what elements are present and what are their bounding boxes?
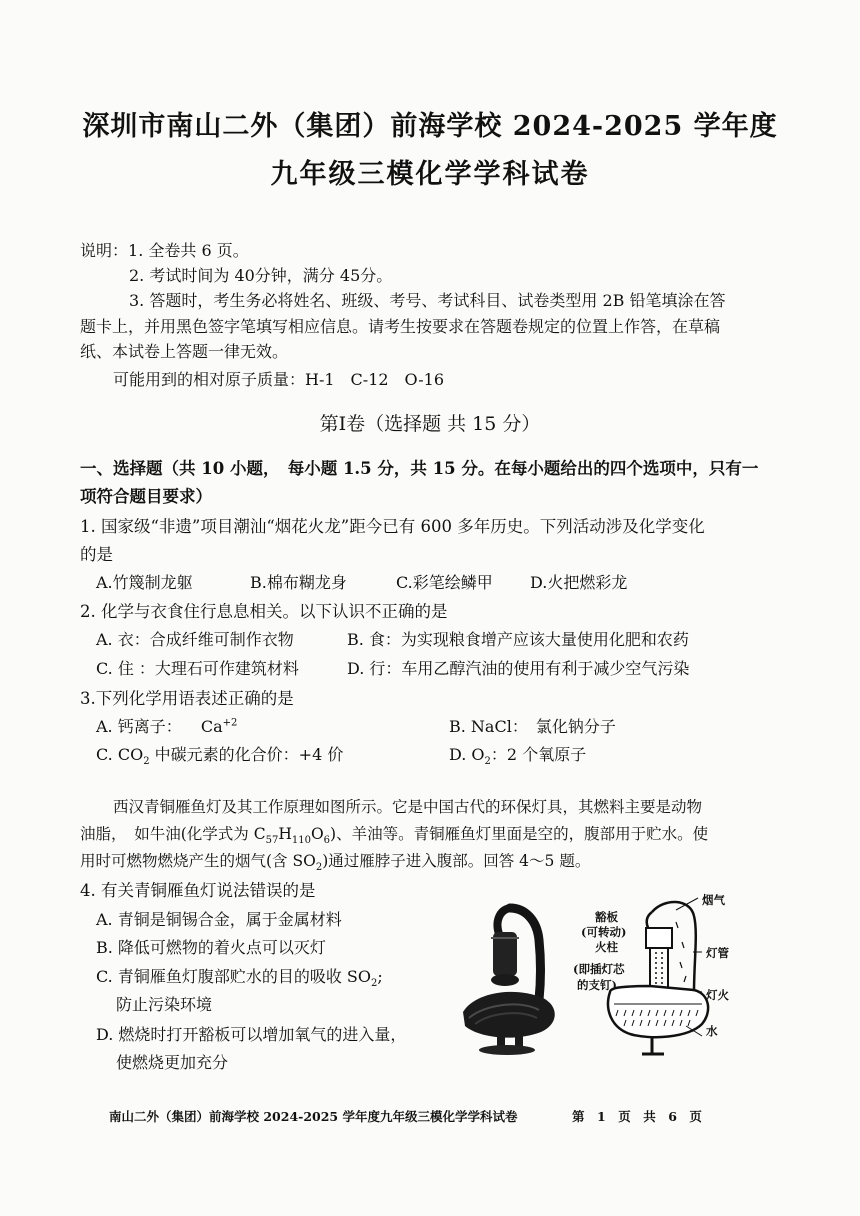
passage-line2-pre: 油脂， 如牛油(化学式为 C — [80, 825, 266, 843]
q1-option-a: A.竹篾制龙躯 — [96, 573, 193, 592]
q4-stem: 4. 有关青铜雁鱼灯说法错误的是 — [80, 881, 316, 900]
label-kezhuandong: (可转动) — [581, 925, 627, 939]
q2-option-a: A. 衣：合成纤维可制作衣物 — [96, 630, 294, 649]
q4-option-c-sub: 2 — [371, 978, 378, 990]
q2-option-c: C. 住 ：大理石可作建筑材料 — [96, 659, 299, 678]
q3-option-a — [96, 714, 237, 737]
label-shui: 水 — [706, 1024, 718, 1038]
passage-line2-sub1: 57 — [265, 835, 279, 847]
notes-lead-label: 说明： — [80, 241, 129, 260]
passage-line2-post: )、羊油等。青铜雁鱼灯里面是空的，腹部用于贮水。使 — [330, 825, 709, 843]
q4-option-d-line2: 使燃烧更加充分 — [116, 1053, 229, 1072]
q2-option-d: D. 行：车用乙醇汽油的使用有利于减少空气污染 — [347, 659, 690, 678]
passage-line3-post: )通过雁脖子进入腹部。回答 4～5 题。 — [322, 852, 591, 870]
atomic-masses: 可能用到的相对原子质量：H-1 C-12 O-16 — [113, 370, 445, 389]
note-3-line3: 纸、本试卷上答题一律无效。 — [80, 342, 289, 361]
q3-option-c-pre: C. CO — [96, 745, 144, 764]
passage-line3 — [80, 849, 590, 873]
q3-option-c-post: 中碳元素的化合价：+4 价 — [149, 745, 344, 764]
section-heading-line1: 一、选择题（共 10 小题， 每小题 1.5 分，共 15 分。在每小题给出的四个选项中，只有一 — [80, 459, 759, 478]
passage-line1: 西汉青铜雁鱼灯及其工作原理如图所示。它是中国古代的环保灯具，其燃料主要是动物 — [113, 798, 703, 816]
q2-stem: 2. 化学与衣食住行息息相关。以下认识不正确的是 — [80, 602, 448, 621]
passage-line2 — [80, 822, 708, 846]
passage-line3-sub: 2 — [315, 862, 323, 874]
footer-page-number: 第 1 页 共 6 页 — [572, 1109, 702, 1124]
label-huozhu: 火柱 — [595, 940, 618, 954]
label-denghuo: 灯火 — [706, 988, 729, 1002]
label-yanqi: 烟气 — [702, 893, 725, 907]
passage-line3-pre: 用时可燃物燃烧产生的烟气(含 SO — [80, 852, 316, 870]
q3-option-b: B. NaCl： 氯化钠分子 — [449, 717, 616, 736]
q4-option-c-line1: C. 青铜雁鱼灯腹部贮水的目的吸收 $SO_2$; — [96, 967, 383, 990]
label-dengguan: 灯管 — [706, 946, 729, 960]
label-dezhiding: 的支钉) — [577, 978, 617, 992]
bronze-lamp-photo — [455, 900, 565, 1060]
q4-option-a: A. 青铜是铜锡合金，属于金属材料 — [96, 910, 342, 929]
section-heading-line2: 项符合题目要求） — [80, 487, 212, 506]
label-huoban: 豁板 — [595, 910, 618, 924]
q1-option-c: C.彩笔绘鳞甲 — [396, 573, 493, 592]
q1-stem-line2: 的是 — [80, 545, 113, 564]
passage-line2-h: H — [278, 825, 292, 843]
q3-option-c — [96, 742, 343, 767]
q1-option-b: B.棉布糊龙身 — [250, 573, 347, 592]
q4-option-c-text: C. 青铜雁鱼灯腹部贮水的目的吸收 SO — [96, 967, 372, 986]
q3-stem: 3.下列化学用语表述正确的是 — [80, 689, 294, 708]
q3-option-d-post: ：2 个氧原子 — [490, 745, 587, 764]
note-3-line1: 3. 答题时，考生务必将姓名、班级、考号、考试科目、试卷类型用 2B 铅笔填涂在答 — [129, 291, 726, 310]
footer-exam-name: 南山二外（集团）前海学校 2024-2025 学年度九年级三模化学学科试卷 — [109, 1109, 518, 1124]
q4-option-b: B. 降低可燃物的着火点可以灭灯 — [96, 938, 326, 957]
q4-option-c-line2: 防止污染环境 — [116, 995, 213, 1014]
passage-line2-sub3: 6 — [323, 835, 331, 847]
note-3-line2: 题卡上，并用黑色签字笔填写相应信息。请考生按要求在答题卷规定的位置上作答，在草稿 — [80, 317, 721, 336]
q3-option-a-formula: Ca — [200, 717, 223, 736]
page-title-line1: 深圳市南山二外（集团）前海学校 2024-2025 学年度 — [82, 111, 778, 142]
q4-option-d-line1: D. 燃烧时打开豁板可以增加氧气的进入量， — [96, 1025, 407, 1044]
page-title-line2: 九年级三模化学学科试卷 — [270, 159, 590, 190]
q3-option-a-text: A. 钙离子： — [96, 717, 182, 736]
label-chadengxin: (即插灯芯 — [573, 962, 625, 976]
q1-stem-line1: 1. 国家级“非遗”项目潮汕“烟花火龙”距今已有 600 多年历史。下列活动涉及化学变化 — [80, 517, 705, 536]
q3-option-c-sub: 2 — [143, 756, 150, 768]
q3-option-a-charge: +2 — [222, 717, 238, 729]
section-title: 第Ⅰ卷（选择题 共 15 分） — [319, 413, 541, 435]
q3-option-d-pre: D. O — [449, 745, 485, 764]
q2-option-b: B. 食：为实现粮食增产应该大量使用化肥和农药 — [347, 630, 689, 649]
q3-option-d — [449, 742, 586, 767]
q1-option-d: D.火把燃彩龙 — [530, 573, 628, 592]
passage-line2-o: O — [310, 825, 324, 843]
passage-line2-sub2: 110 — [291, 835, 311, 847]
note-2: 2. 考试时间为 40分钟，满分 45分。 — [129, 266, 393, 285]
note-1: 1. 全卷共 6 页。 — [128, 241, 249, 260]
q3-option-d-sub: 2 — [484, 756, 491, 768]
notes-lead — [80, 240, 249, 262]
